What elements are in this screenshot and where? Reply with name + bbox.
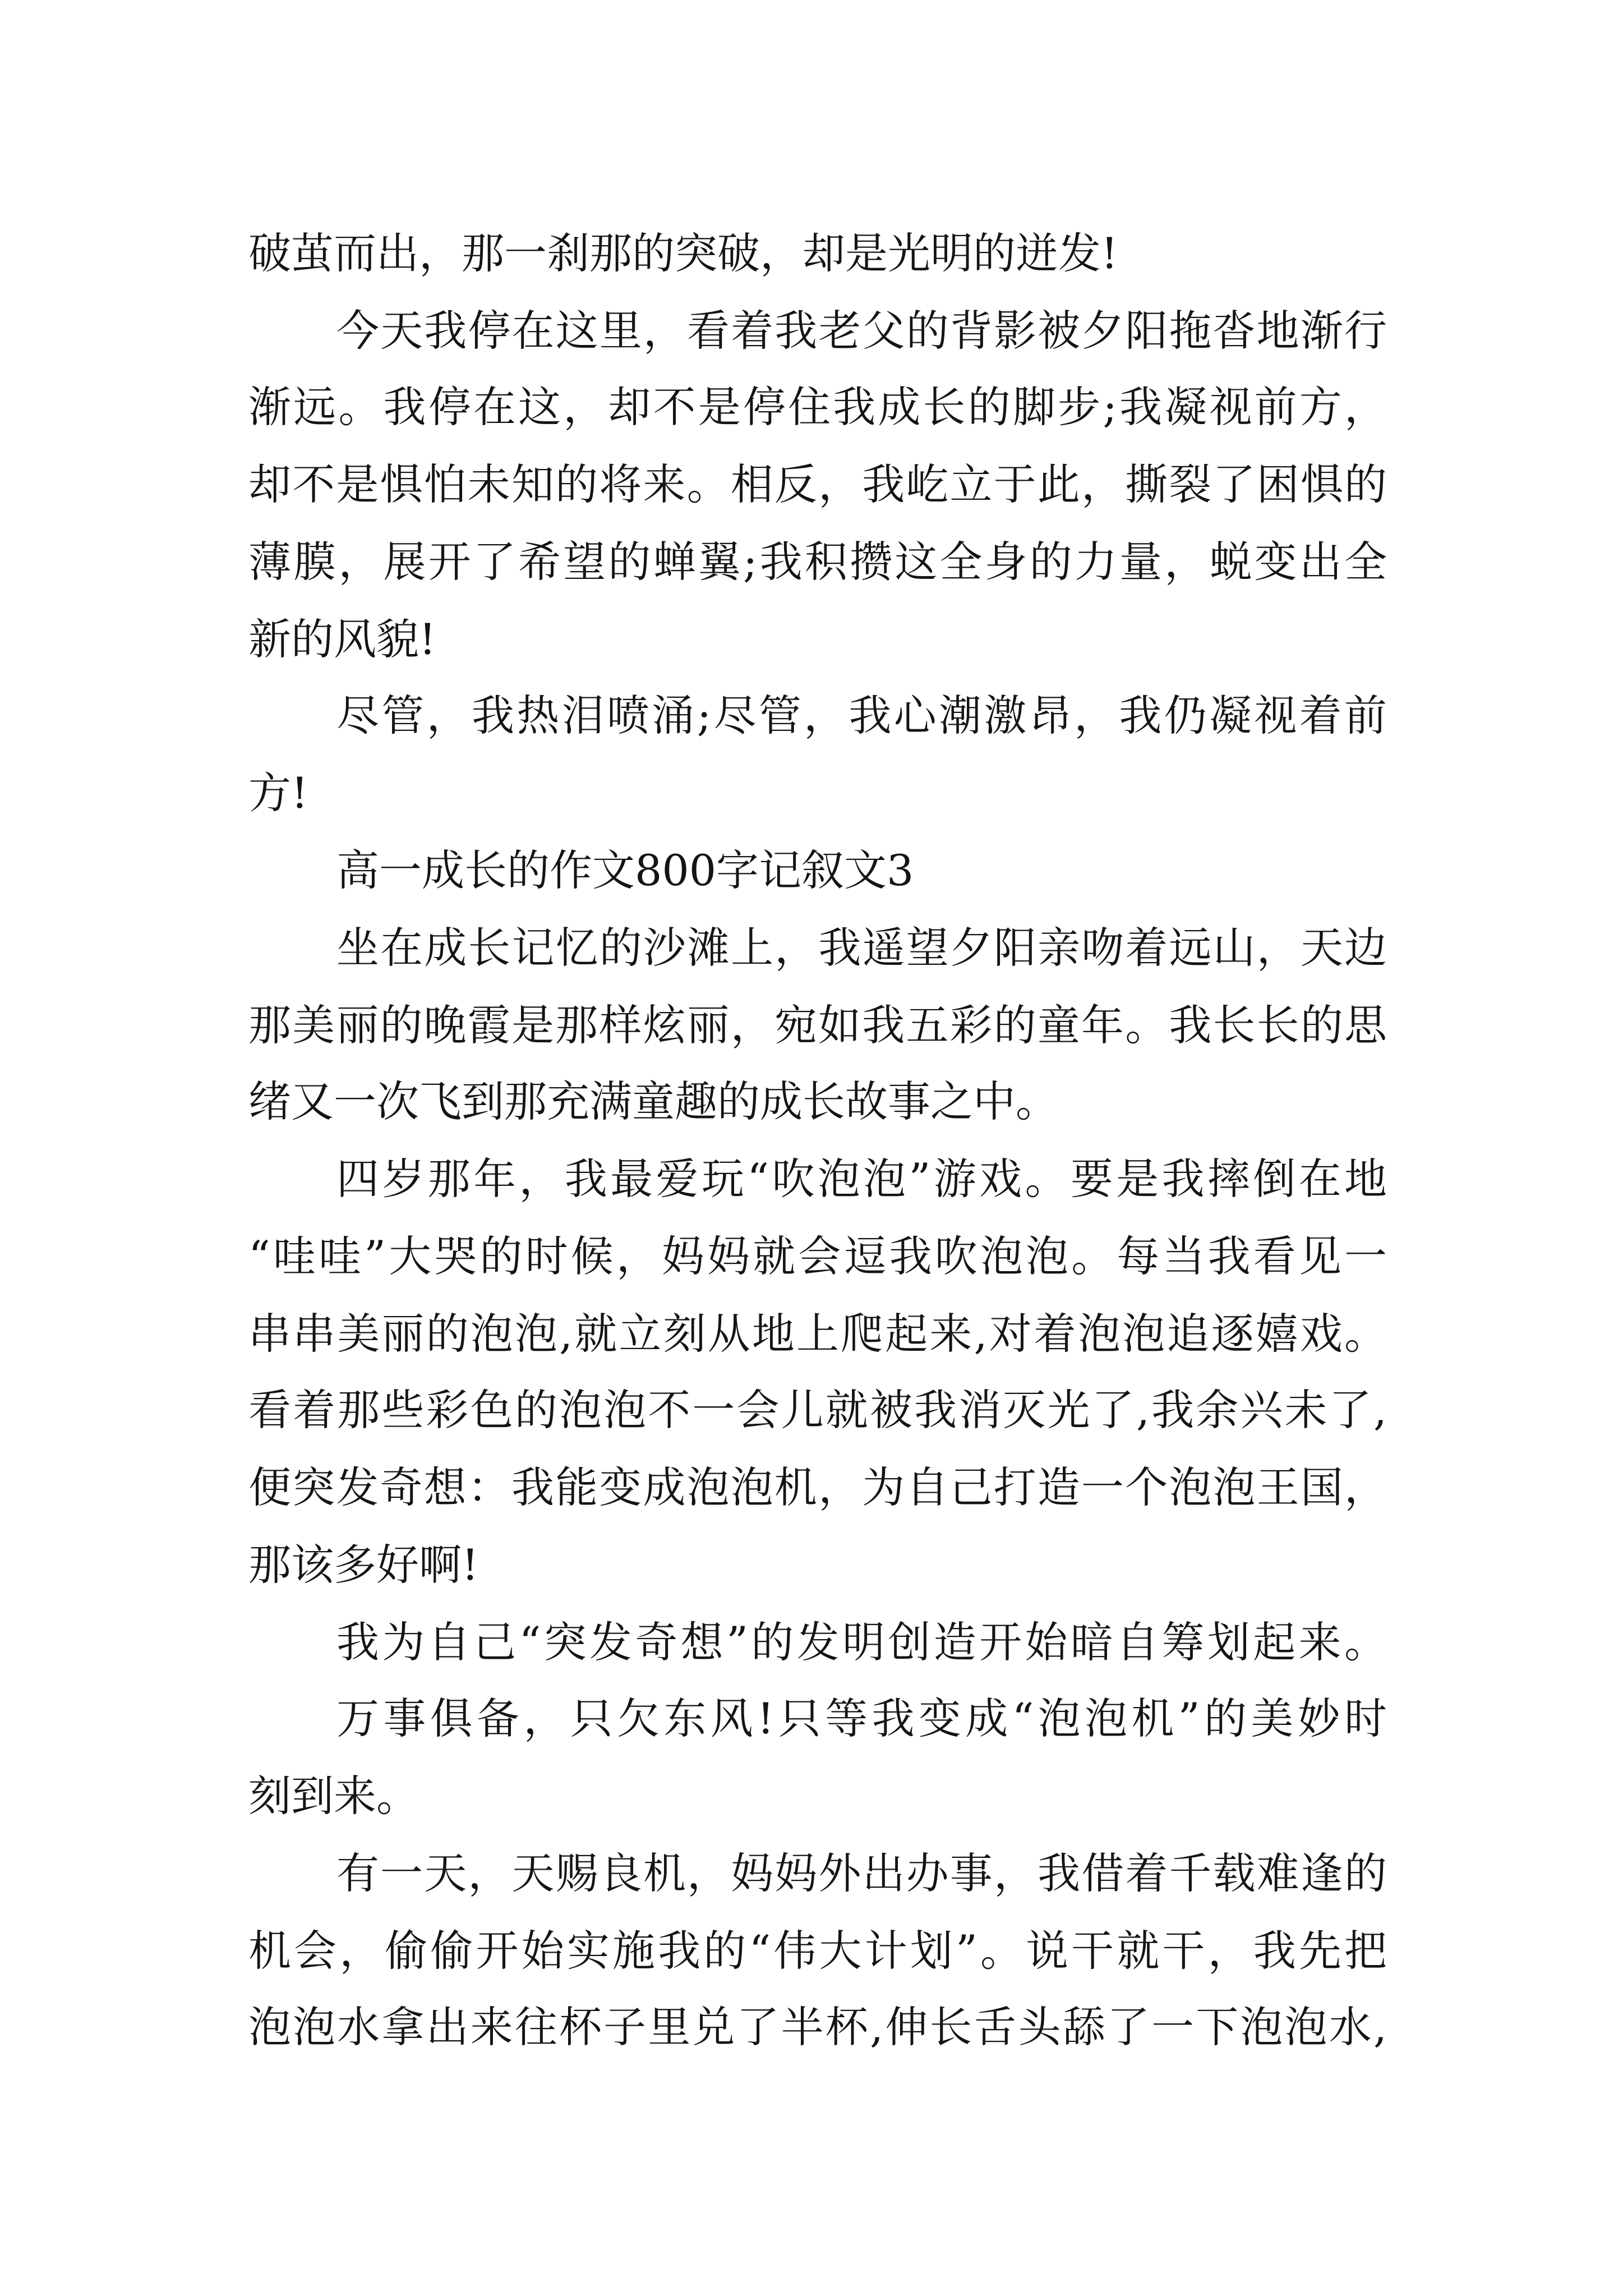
text-line: 万事俱备，只欠东风!只等我变成“泡泡机”的美妙时 — [336, 1694, 1387, 1743]
text-line: 机会，偷偷开始实施我的“伟大计划”。说干就干，我先把 — [248, 1926, 1387, 1976]
text-line: 坐在成长记忆的沙滩上，我遥望夕阳亲吻着远山，天边 — [336, 923, 1387, 973]
text-line: 便突发奇想：我能变成泡泡机，为自己打造一个泡泡王国， — [248, 1462, 1387, 1512]
text-line: 有一天，天赐良机，妈妈外出办事，我借着千载难逢的 — [336, 1848, 1387, 1898]
section-heading: 高一成长的作文800字记叙文3 — [336, 845, 914, 895]
text-line: 却不是惧怕未知的将来。相反，我屹立于此，撕裂了困惧的 — [248, 459, 1387, 509]
text-line: 那该多好啊! — [248, 1540, 479, 1590]
text-line: 看着那些彩色的泡泡不一会儿就被我消灭光了,我余兴未了, — [248, 1385, 1387, 1435]
text-line: 薄膜，展开了希望的蝉翼;我积攒这全身的力量，蜕变出全 — [248, 537, 1387, 587]
text-line: 那美丽的晚霞是那样炫丽，宛如我五彩的童年。我长长的思 — [248, 1000, 1387, 1050]
text-line: “哇哇”大哭的时候，妈妈就会逗我吹泡泡。每当我看见一 — [248, 1231, 1387, 1281]
text-line: 四岁那年，我最爱玩“吹泡泡”游戏。要是我摔倒在地 — [336, 1154, 1387, 1204]
text-line: 泡泡水拿出来往杯子里兑了半杯,伸长舌头舔了一下泡泡水, — [248, 2002, 1387, 2052]
text-line: 绪又一次飞到那充满童趣的成长故事之中。 — [248, 1076, 1058, 1126]
text-line: 刻到来。 — [248, 1771, 419, 1821]
text-line: 新的风貌! — [248, 614, 436, 664]
text-line: 尽管，我热泪喷涌;尽管，我心潮激昂，我仍凝视着前 — [336, 691, 1387, 740]
text-line: 串串美丽的泡泡,就立刻从地上爬起来,对着泡泡追逐嬉戏。 — [248, 1309, 1387, 1359]
text-line: 破茧而出，那一刹那的突破，却是光明的迸发! — [248, 228, 1118, 278]
text-line: 渐远。我停在这，却不是停住我成长的脚步;我凝视前方， — [248, 382, 1387, 432]
text-line: 今天我停在这里，看着我老父的背影被夕阳拖沓地渐行 — [336, 306, 1387, 356]
text-line: 我为自己“突发奇想”的发明创造开始暗自筹划起来。 — [336, 1617, 1387, 1667]
text-line: 方! — [248, 768, 308, 818]
